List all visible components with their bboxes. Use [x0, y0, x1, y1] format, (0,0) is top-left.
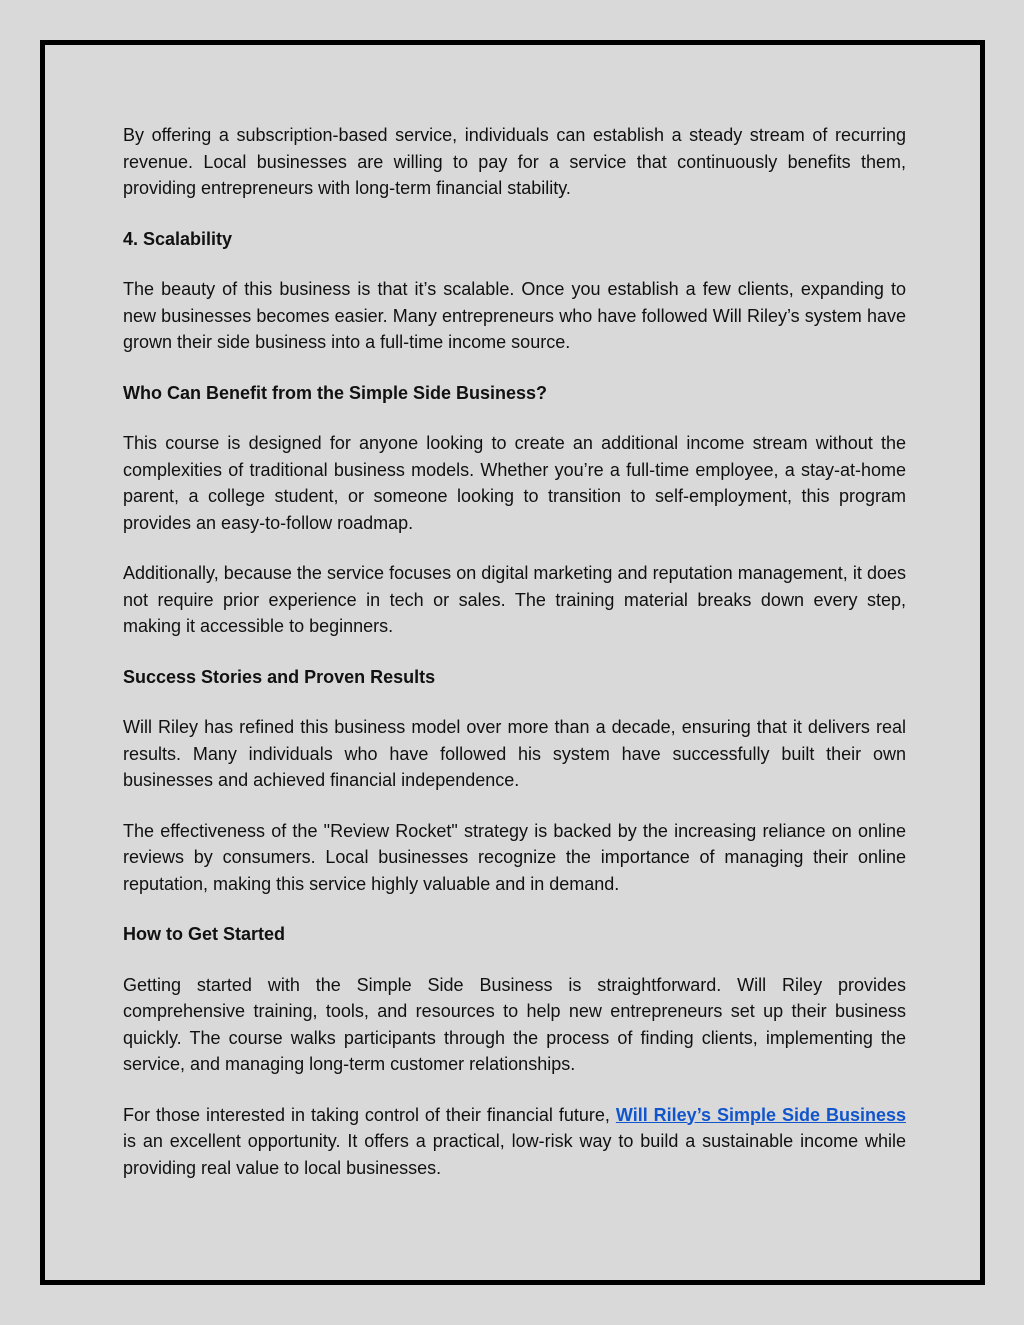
heading-get-started: How to Get Started: [123, 924, 286, 944]
heading-success-stories: Success Stories and Proven Results: [123, 666, 436, 687]
document-body: [123, 122, 906, 1205]
paragraph-closing: [123, 1102, 906, 1182]
paragraph-no-experience: Additionally, because the service focuses on digital marketing and reputation management, it does not require prior experience in tech or sales. The training material breaks down every step, making it accessible to beginners.: [123, 563, 906, 636]
paragraph-recurring-revenue: By offering a subscription-based service, individuals can establish a steady stream of recurring revenue. Local businesses are willing to pay for a service that continuously benefits them, providing entrepreneurs with long-term financial stability.: [123, 125, 906, 198]
paragraph-review-rocket: The effectiveness of the "Review Rocket" strategy is backed by the increasing reliance on online reviews by consumers. Local businesses recognize the importance of managing their online reputation, making this service highly valuable and in demand.: [123, 820, 906, 894]
paragraph-scalability: The beauty of this business is that it’s scalable. Once you establish a few clients, expanding to new businesses becomes easier. Many entrepreneurs who have followed Will Riley’s system have grown their side business into a full-time income source.: [123, 279, 906, 352]
simple-side-business-link[interactable]: Will Riley’s Simple Side Business: [615, 1104, 906, 1125]
paragraph-getting-started: Getting started with the Simple Side Business is straightforward. Will Riley provides comprehensive training, tools, and resources to help new entrepreneurs set up their business quickly. The course walks participants through the process of finding clients, implementing the service, and managing long-term customer relationships.: [123, 974, 906, 1074]
heading-scalability: 4. Scalability: [123, 228, 233, 249]
closing-text-before-link: For those interested in taking control of their financial future,: [123, 1104, 616, 1125]
paragraph-refined-model: Will Riley has refined this business model over more than a decade, ensuring that it delivers real results. Many individuals who have followed his system have successfully built their own businesses and achieved financial independence.: [123, 717, 906, 790]
heading-who-can-benefit: Who Can Benefit from the Simple Side Business?: [123, 382, 548, 403]
paragraph-course-audience: This course is designed for anyone looking to create an additional income stream without the complexities of traditional business models. Whether you’re a full-time employee, a stay-at-home parent, a college student, or someone looking to transition to self-employment, this program provides an easy-to-follow roadmap.: [123, 433, 906, 533]
closing-text-after-link: is an excellent opportunity. It offers a practical, low-risk way to build a sustainable income while providing real value to local businesses.: [123, 1131, 906, 1178]
page-frame: [40, 40, 985, 1285]
